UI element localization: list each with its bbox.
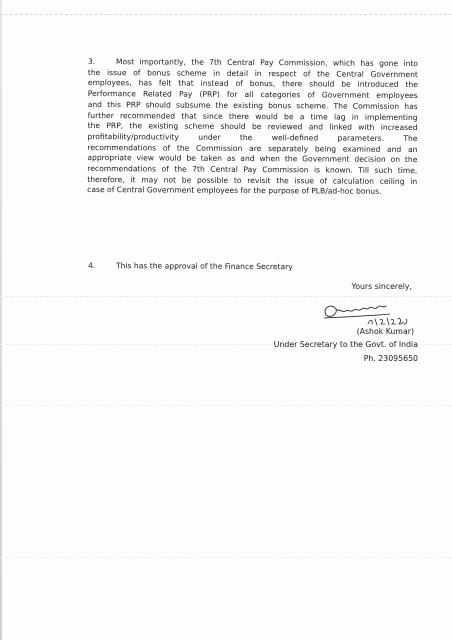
paragraph-line: the issue of bonus scheme in detail in respect of the Central Government: [87, 67, 418, 79]
paragraph-line: case of Central Government employees for the purpose of PLB/ad-hoc bonus.: [87, 185, 382, 197]
paragraph-line: recommendations of the 7th Central Pay Commission is known. Till such time,: [87, 164, 418, 176]
paragraph-line: 4. This has the approval of the Finance Secretary: [87, 261, 293, 272]
paragraph-line: the PRP, the existing scheme should be reviewed and linked with increased: [87, 121, 418, 133]
signatory-phone: Ph. 23095650: [363, 354, 418, 363]
paragraph-line: 3. Most importantly, the 7th Central Pay Commission, which has gone into: [87, 57, 418, 69]
paragraph-line: appropriate view would be taken as and when the Government decision on the: [87, 153, 418, 165]
paragraph-line: and this PRP should subsume the existing bonus scheme. The Commission has: [87, 99, 418, 111]
paragraph-line: further recommended that since there would be a time lag in implementing: [87, 110, 418, 122]
paragraph-3: [87, 57, 418, 198]
paragraph-line: Performance Related Pay (PRP) for all categories of Government employees: [87, 89, 418, 101]
paragraph-4: [88, 261, 418, 274]
scan-artifact-line: [0, 14, 452, 16]
signatory-designation: Under Secretary to the Govt. of India: [273, 340, 418, 349]
closing-salutation: Yours sincerely,: [351, 282, 412, 291]
scan-artifact-line: [0, 405, 452, 407]
paragraph-line: profitability/productivity under the well-defined parameters. The: [87, 131, 418, 143]
paragraph-line: employees, has felt that instead of bonus, there should be introduced the: [87, 78, 418, 90]
paragraph-number: 3.: [87, 57, 96, 67]
handwritten-signature: [320, 297, 414, 327]
paragraph-line: recommendations of the Commission are separately being examined and an: [87, 142, 418, 154]
scan-artifact-line: [0, 557, 452, 559]
paragraph-number: 4.: [87, 261, 96, 271]
paragraph-line: therefore, it may not be possible to revisit the issue of calculation ceiling in: [87, 174, 418, 186]
signatory-name: (Ashok Kumar): [356, 327, 414, 336]
